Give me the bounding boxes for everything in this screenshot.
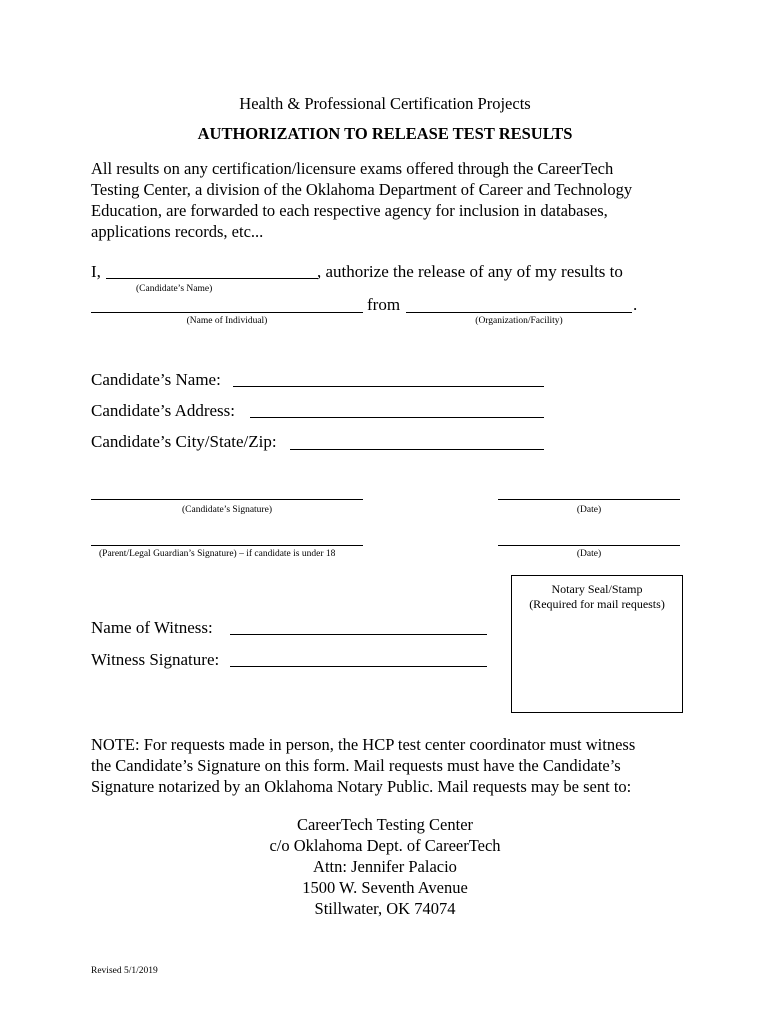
intro-line: Education, are forwarded to each respective agency for inclusion in databases, (91, 201, 608, 220)
individual-caption: (Name of Individual) (186, 316, 268, 326)
organization-caption: (Organization/Facility) (475, 316, 563, 326)
candidate-address-field[interactable] (250, 417, 544, 418)
project-heading: Health & Professional Certification Projects (239, 94, 531, 113)
individual-name-blank[interactable] (91, 312, 363, 313)
address-line: 1500 W. Seventh Avenue (302, 878, 468, 897)
intro-paragraph (91, 158, 711, 242)
candidate-name-field[interactable] (233, 386, 544, 387)
witness-signature-field[interactable] (230, 666, 487, 667)
candidate-signature-line[interactable] (91, 499, 363, 500)
date-line-1[interactable] (498, 499, 680, 500)
revision-date: Revised 5/1/2019 (91, 966, 158, 976)
authorization-prefix: I, (91, 262, 101, 281)
candidate-name-blank[interactable] (106, 278, 318, 279)
notary-seal-box (511, 575, 683, 713)
witness-signature-label: Witness Signature: (91, 650, 220, 669)
note-line: NOTE: For requests made in person, the HCP test center coordinator must witness (91, 735, 636, 754)
organization-blank[interactable] (406, 312, 632, 313)
candidate-name-label: Candidate’s Name: (91, 370, 221, 389)
witness-name-field[interactable] (230, 634, 487, 635)
guardian-signature-caption: (Parent/Legal Guardian’s Signature) – if candidate is under 18 (99, 549, 336, 559)
candidate-name-caption: (Candidate’s Name) (136, 284, 213, 294)
guardian-signature-line[interactable] (91, 545, 363, 546)
candidate-city-label: Candidate’s City/State/Zip: (91, 432, 277, 451)
mailing-address (0, 814, 770, 919)
candidate-signature-caption: (Candidate’s Signature) (182, 505, 272, 515)
address-line: c/o Oklahoma Dept. of CareerTech (269, 836, 501, 855)
page-title: AUTHORIZATION TO RELEASE TEST RESULTS (197, 124, 573, 143)
authorization-period: . (633, 295, 638, 314)
intro-line: All results on any certification/licensure exams offered through the CareerTech (91, 159, 614, 178)
intro-line: Testing Center, a division of the Oklahoma Department of Career and Technology (91, 180, 633, 199)
witness-name-label: Name of Witness: (91, 618, 213, 637)
candidate-city-field[interactable] (290, 449, 544, 450)
authorization-suffix: , authorize the release of any of my results to (317, 262, 623, 281)
address-line: Stillwater, OK 74074 (314, 899, 456, 918)
candidate-address-label: Candidate’s Address: (91, 401, 236, 420)
date-caption-1: (Date) (576, 505, 602, 515)
date-caption-2: (Date) (576, 549, 602, 559)
notary-seal-label: Notary Seal/Stamp (551, 582, 643, 596)
from-text: from (367, 295, 401, 314)
notary-requirement-label: (Required for mail requests) (529, 597, 665, 611)
note-paragraph (91, 734, 711, 797)
note-line: Signature notarized by an Oklahoma Notary Public. Mail requests may be sent to: (91, 777, 632, 796)
address-line: Attn: Jennifer Palacio (313, 857, 457, 876)
address-line: CareerTech Testing Center (296, 815, 474, 834)
note-line: the Candidate’s Signature on this form. Mail requests must have the Candidate’s (91, 756, 621, 775)
intro-line: applications records, etc... (91, 222, 264, 241)
date-line-2[interactable] (498, 545, 680, 546)
